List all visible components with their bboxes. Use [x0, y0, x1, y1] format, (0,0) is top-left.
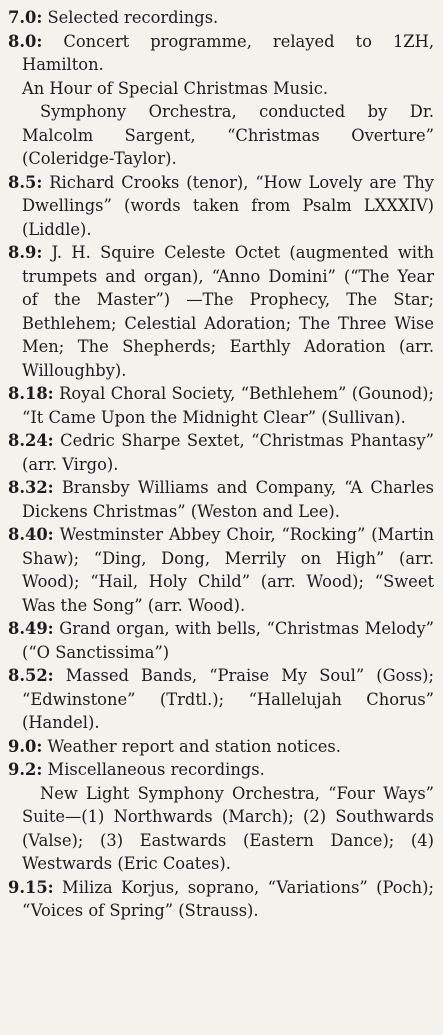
- entry-time: 8.0:: [8, 31, 43, 51]
- programme-entry: [8, 476, 434, 523]
- entry-text: Richard Crooks (tenor), “How Lovely are Thy Dwellings” (words taken from Psalm LXXXIV) (Liddle).: [22, 172, 434, 239]
- programme-entry: [8, 664, 434, 735]
- programme-entry: [8, 6, 434, 30]
- entry-time: 8.5:: [8, 172, 43, 192]
- entry-line: [8, 382, 434, 429]
- entry-subtext: An Hour of Special Christmas Music.: [22, 78, 329, 98]
- entry-text: Concert programme, relayed to 1ZH, Hamilton.: [22, 31, 434, 74]
- entry-text: Selected recordings.: [42, 8, 219, 27]
- entry-time: 9.15:: [8, 877, 54, 897]
- entry-text: Bransby Williams and Company, “A Charles Dickens Christmas” (Weston and Lee).: [22, 478, 434, 521]
- entry-line: [8, 241, 434, 382]
- entry-line: [8, 476, 434, 523]
- entry-time: 8.40:: [8, 525, 54, 544]
- programme-entry: [8, 735, 434, 759]
- entry-line: [8, 735, 434, 759]
- entry-text: Royal Choral Society, “Bethlehem” (Gounod); “It Came Upon the Midnight Clear” (Sullivan).: [22, 384, 434, 427]
- entry-line: [8, 876, 434, 923]
- entry-text: Massed Bands, “Praise My Soul” (Goss); “Edwinstone” (Trdtl.); “Hallelujah Chorus” (Handel).: [22, 666, 434, 732]
- entry-subtext: New Light Symphony Orchestra, “Four Ways” Suite—(1) Northwards (March); (2) Southwards (Valse); (3) Eastwards (Eastern Dance); (4) Westwards (Eric Coates).: [22, 783, 434, 873]
- programme-entry: [8, 876, 434, 923]
- entry-line: [8, 664, 434, 735]
- programme-entry: [8, 617, 434, 664]
- programme-entry: [8, 523, 434, 617]
- entry-time: 8.49:: [8, 619, 54, 638]
- entry-subtext: Symphony Orchestra, conducted by Dr. Malcolm Sargent, “Christmas Overture” (Coleridge-Taylor).: [22, 102, 434, 168]
- entry-time: 7.0:: [8, 8, 43, 27]
- entry-text: Miliza Korjus, soprano, “Variations” (Poch); “Voices of Spring” (Strauss).: [22, 877, 434, 920]
- entry-time: 9.2:: [8, 760, 43, 779]
- entry-text: Weather report and station notices.: [42, 736, 341, 756]
- entry-text: Cedric Sharpe Sextet, “Christmas Phantasy” (arr. Virgo).: [22, 431, 434, 474]
- programme-entry: [8, 241, 434, 382]
- entry-time: 8.18:: [8, 384, 54, 403]
- entry-time: 8.52:: [8, 666, 54, 685]
- entry-text: Miscellaneous recordings.: [42, 760, 265, 779]
- entry-time: 8.24:: [8, 431, 54, 450]
- entry-line: [8, 429, 434, 476]
- programme-listing: [8, 6, 434, 923]
- entry-line: [8, 523, 434, 617]
- entry-text: J. H. Squire Celeste Octet (augmented with trumpets and organ), “Anno Domini” (“The Year of the Master”) —The Prophecy, The Star; Bethlehem; Celestial Adoration; The Three Wise Men; The Shepherds; Earthly Adoration (arr. Willoughby).: [22, 243, 434, 380]
- entry-line: [8, 30, 434, 77]
- entry-time: 8.9:: [8, 243, 43, 262]
- programme-entry: [8, 429, 434, 476]
- entry-time: 9.0:: [8, 736, 43, 756]
- programme-entry: [8, 30, 434, 171]
- programme-entry: [8, 382, 434, 429]
- programme-entry: [8, 758, 434, 876]
- entry-line: [8, 617, 434, 664]
- entry-line: [8, 758, 434, 782]
- entry-text: Grand organ, with bells, “Christmas Melody” (“O Sanctissima”): [22, 619, 434, 662]
- entry-time: 8.32:: [8, 478, 54, 497]
- programme-entry: [8, 171, 434, 242]
- entry-text: Westminster Abbey Choir, “Rocking” (Martin Shaw); “Ding, Dong, Merrily on High” (arr. Wood); “Hail, Holy Child” (arr. Wood); “Sweet Was the Song” (arr. Wood).: [22, 525, 434, 615]
- entry-line: [8, 6, 434, 30]
- entry-line: [8, 171, 434, 242]
